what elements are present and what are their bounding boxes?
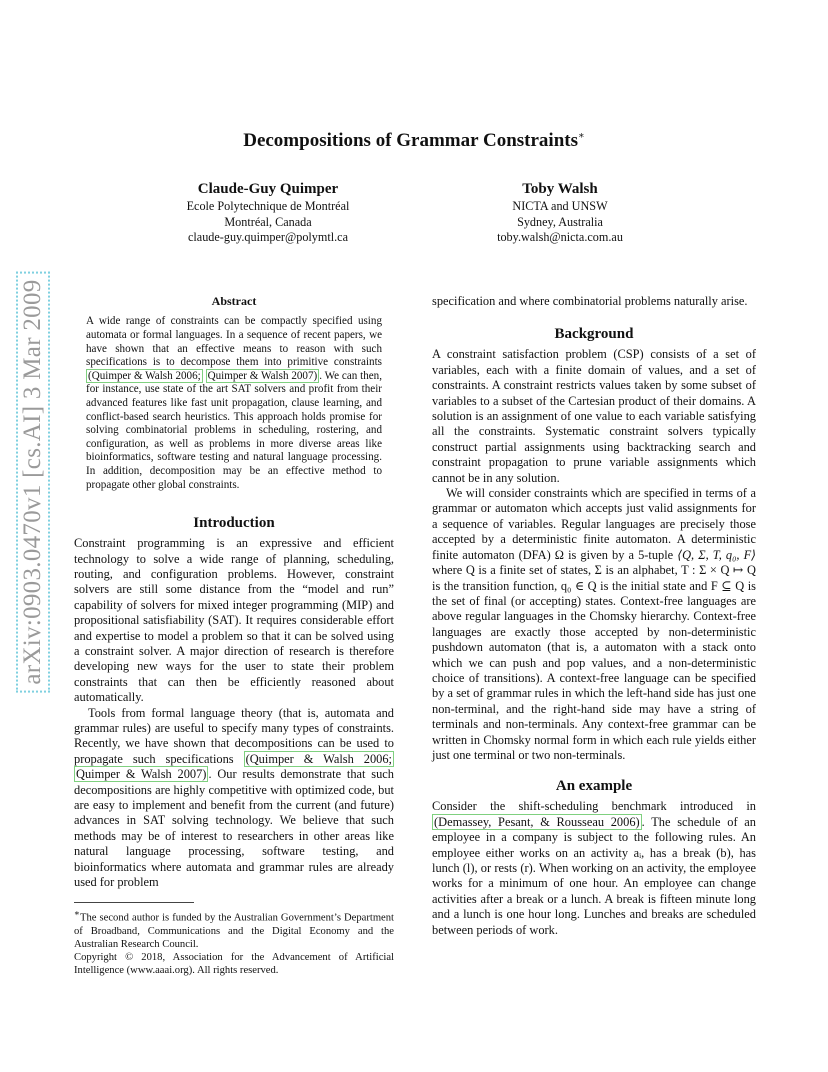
background-paragraph-1: A constraint satisfaction problem (CSP) consists of a set of variables, each with a finite domain of values, and a set of constraints. A constraint restricts values taken by some subset of variables to a subset of the Cartesian product of their domains. A solution is an assignment of one value to each variable satisfying all the constraints. Systematic constraint solvers typically construct partial assignments using backtracking search and constraint propagation to prune variable assignments which cannot be in any solution. [432, 347, 756, 485]
citation-link[interactable]: (Quimper & Walsh 2006; [88, 369, 201, 382]
footnote: ∗The second author is funded by the Australian Government’s Department of Broadband, Communications and the Digital Economy and the Australian Research Council. [74, 908, 394, 950]
abstract-text: A wide range of constraints can be compactly specified using automata or formal languages. In a sequence of recent papers, we have shown that an effective means to reason with such specifications is to decompose them into primitive constraints (Quimper & Walsh 2006; Quimper & Walsh 2007) . We can then, for instance, use state of the art SAT solvers and profit from their advanced features like fast unit propagation, clause learning, and conflict-based search heuristics. This approach holds promise for solving combinatorial problems in scheduling, rostering, and configuration, as well as problems in more diverse areas like bioinformatics, software testing and natural language processing. In addition, decomposition may be an effective method to propagate other global constraints. [86, 315, 382, 491]
citation-link[interactable]: (Demassey, Pesant, & Rousseau 2006) [434, 814, 640, 829]
arxiv-stamp [18, 272, 48, 692]
abstract-heading: Abstract [211, 294, 257, 308]
background-paragraph-2: We will consider constraints which are specified in terms of a grammar or automaton which accepts just valid assignments for a sequence of variables. Regular languages are precisely those accepted by a deterministic finite automaton. A deterministic finite automaton (DFA) Ω is given by a 5-tuple ⟨Q, Σ, T, q₀, F⟩ where Q is a finite set of states, Σ is an alphabet, T : Σ × Q ↦ Q is the transition function, q₀ ∈ Q is the initial state and F ⊆ Q is the set of final (or accepting) states. Context-free languages are above regular languages in the Chomsky hierarchy. Context-free languages are exactly those accepted by non-deterministic pushdown automaton (that is, a automaton with a stack onto which we can push and pop values, and a non-deterministic choice of transitions). A context-free language can be specified by a set of grammar rules in which the left-hand side has just one non-terminal, and the right-hand side may have a string of terminals and non-terminals. Any context-free grammar can be written in Chomsky normal form in which each rule yields either just one terminal or two non-terminals. [432, 486, 756, 762]
author-email: claude-guy.quimper@polymtl.ca [187, 230, 349, 244]
footnote-rule [74, 902, 194, 903]
author-affiliation: Ecole Polytechnique de Montréal [186, 199, 350, 213]
intro-paragraph-2: Tools from formal language theory (that is, automata and grammar rules) are useful to specify many types of constraints. Recently, we have shown that decompositions can be used to propagate such specifications (Quimper & Walsh 2006; Quimper & Walsh 2007) . Our results demonstrate that such decompositions are highly competitive with optimized code, but are easy to implement and benefit from the current (and future) advances in SAT solving technology. We believe that such methods may be of interest to researchers in other areas like natural language processing, software testing, and bioinformatics where automata and grammar rules are already used for problem [74, 705, 394, 890]
intro-continuation: specification and where combinatorial problems naturally arise. [432, 294, 748, 308]
section-heading-example: An example [555, 778, 633, 795]
example-paragraph-1: Consider the shift-scheduling benchmark introduced in (Demassey, Pesant, & Rousseau 2006) . The schedule of an employee in a company is subject to the following rules. An employee either works on an activity aᵢ, has a break (b), has lunch (l), or rests (r). When working on an activity, the employee works for a minimum of one hour. An employee can change activities after a break or a lunch. A break is fifteen minute long and a lunch is one hour long. Lunches and breaks are scheduled between periods of work. [432, 799, 756, 937]
left-column [74, 294, 394, 977]
dfa-tuple: ⟨Q, Σ, T, q₀, F⟩ [677, 547, 756, 562]
author-block-1 [118, 180, 418, 246]
section-heading-background: Background [554, 326, 634, 343]
citation-link[interactable]: (Quimper & Walsh 2006; [245, 751, 392, 766]
arxiv-stamp-text: arXiv:0903.0470v1 [cs.AI] 3 Mar 2009 [16, 271, 50, 692]
author-affiliation: NICTA and UNSW [512, 199, 608, 213]
citation-link[interactable]: Quimper & Walsh 2007) [207, 369, 318, 382]
author-name: Toby Walsh [522, 181, 598, 197]
title-footnote-mark: ∗ [577, 130, 585, 142]
right-column [432, 294, 756, 938]
section-heading-introduction: Introduction [193, 515, 275, 532]
paper-title-text: Decompositions of Grammar Constraints [243, 130, 578, 151]
intro-paragraph-1: Constraint programming is an expressive and efficient technology to solve a wide range of planning, scheduling, routing, and configuration problems. However, constraint solvers are still some distance from the “model and run” capability of solvers for mixed integer programming (MIP) and propositional satisfiability (SAT). It requires considerable effort and expertise to model a problem so that it can be solved using a constraint solver. A major direction of research is therefore developing new ways for the user to state their problem constraints that can then be efficiently reasoned about automatically. [74, 536, 394, 705]
citation-link[interactable]: Quimper & Walsh 2007) [76, 767, 207, 782]
copyright-notice: Copyright © 2018, Association for the Advancement of Artificial Intelligence (www.aaai.org). All rights reserved. [74, 952, 394, 976]
author-email: toby.walsh@nicta.com.au [497, 230, 623, 244]
author-name: Claude-Guy Quimper [197, 181, 339, 197]
author-location: Sydney, Australia [517, 214, 603, 229]
paper-title [0, 130, 828, 152]
author-location: Montréal, Canada [224, 214, 312, 229]
author-block-2 [410, 180, 710, 246]
